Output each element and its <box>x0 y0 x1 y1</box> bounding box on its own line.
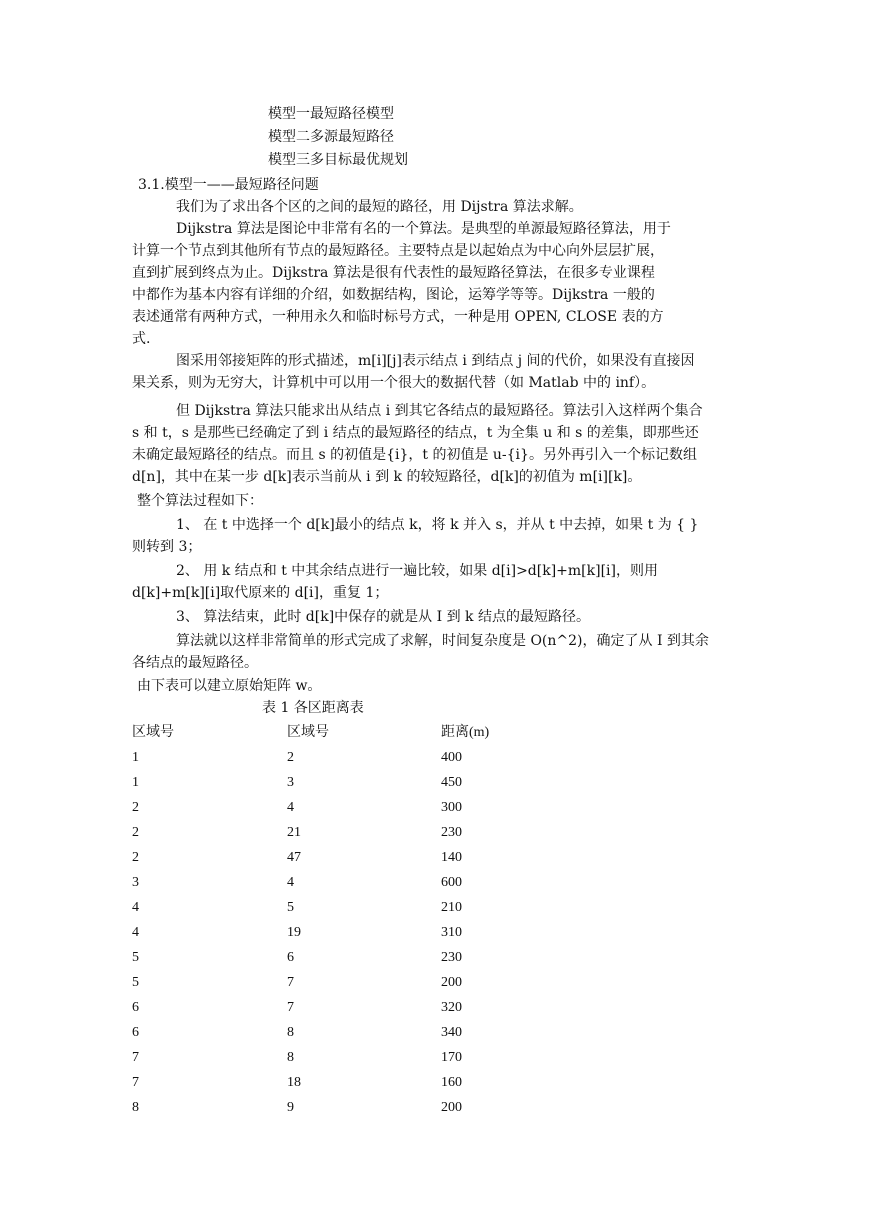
table-row <box>132 770 532 795</box>
table-cell: 5 <box>132 975 139 990</box>
paragraph-line: d[k]+m[k][i]取代原来的 d[i]，重复 1； <box>132 585 389 601</box>
table-cell: 4 <box>287 800 294 815</box>
table-cell: 3 <box>287 775 294 790</box>
paragraph-line: 3、 算法结束，此时 d[k]中保存的就是从 I 到 k 结点的最短路径。 <box>176 609 590 625</box>
paragraph <box>132 490 742 512</box>
paragraph-line: 算法就以这样非常简单的形式完成了求解，时间复杂度是 O(n^2)，确定了从 I 到其余 <box>176 633 709 649</box>
table-cell: 600 <box>441 875 462 890</box>
table-row <box>132 995 532 1020</box>
table-row <box>132 970 532 995</box>
paragraph-line: 1、 在 t 中选择一个 d[k]最小的结点 k，将 k 并入 s，并从 t 中去掉，如果 t 为 { } <box>176 517 699 533</box>
table-cell: 6 <box>132 1025 139 1040</box>
table-cell: 5 <box>132 950 139 965</box>
table-cell: 8 <box>287 1025 294 1040</box>
table-row <box>132 1020 532 1045</box>
paragraph <box>132 675 742 697</box>
step-item <box>132 560 742 604</box>
table-cell: 7 <box>287 975 294 990</box>
table-row <box>132 920 532 945</box>
table-cell: 21 <box>287 825 301 840</box>
step-item <box>132 514 742 558</box>
paragraph-line: s 和 t，s 是那些已经确定了到 i 结点的最短路径的结点，t 为全集 u 和 s 的差集，即那些还 <box>132 425 699 441</box>
paragraph <box>132 400 742 488</box>
table-cell: 1 <box>132 775 139 790</box>
paragraph-line: 中都作为基本内容有详细的介绍，如数据结构，图论，运筹学等等。Dijkstra 一般的 <box>132 287 655 303</box>
paragraph <box>132 630 742 674</box>
table-cell: 230 <box>441 950 462 965</box>
distance-table <box>132 720 532 1120</box>
paragraph-line: 表述通常有两种方式，一种用永久和临时标号方式，一种是用 OPEN, CLOSE 表的方 <box>132 309 664 325</box>
step-item <box>132 606 742 628</box>
table-cell: 160 <box>441 1075 462 1090</box>
table-cell: 7 <box>132 1050 139 1065</box>
table-row <box>132 820 532 845</box>
model-list <box>268 103 408 172</box>
paragraph-line: 我们为了求出各个区的之间的最短的路径，用 Dijstra 算法求解。 <box>176 199 583 215</box>
table-cell: 2 <box>287 750 294 765</box>
paragraph-line: 由下表可以建立原始矩阵 w。 <box>137 678 322 694</box>
table-cell: 230 <box>441 825 462 840</box>
table-row <box>132 795 532 820</box>
paragraph-line: d[n]，其中在某一步 d[k]表示当前从 i 到 k 的较短路径，d[k]的初值为 m[i][k]。 <box>132 469 642 485</box>
table-cell: 300 <box>441 800 462 815</box>
table-row <box>132 895 532 920</box>
model-item: 模型三多目标最优规划 <box>268 152 408 168</box>
table-cell: 340 <box>441 1025 462 1040</box>
table-cell: 170 <box>441 1050 462 1065</box>
table-header-row <box>132 720 532 745</box>
table-cell: 450 <box>441 775 462 790</box>
paragraph <box>132 350 742 394</box>
table-row <box>132 845 532 870</box>
table-header-cell: 距离(m) <box>441 725 490 740</box>
table-header-cell: 区域号 <box>132 725 174 740</box>
table-cell: 2 <box>132 800 139 815</box>
paragraph-line: 则转到 3； <box>132 539 202 555</box>
table-cell: 2 <box>132 825 139 840</box>
table-cell: 4 <box>132 900 139 915</box>
model-item: 模型二多源最短路径 <box>268 129 394 145</box>
table-cell: 4 <box>287 875 294 890</box>
table-row <box>132 745 532 770</box>
paragraph-line: 2、 用 k 结点和 t 中其余结点进行一遍比较，如果 d[i]>d[k]+m[k][i]，则用 <box>176 563 658 579</box>
paragraph-line: 直到扩展到终点为止。Dijkstra 算法是很有代表性的最短路径算法，在很多专业课程 <box>132 265 655 281</box>
section-title: 3.1.模型一——最短路径问题 <box>138 177 319 193</box>
table-row <box>132 1095 532 1120</box>
table-cell: 7 <box>287 1000 294 1015</box>
table-cell: 320 <box>441 1000 462 1015</box>
table-cell: 6 <box>132 1000 139 1015</box>
paragraph-line: Dijkstra 算法是图论中非常有名的一个算法。是典型的单源最短路径算法，用于 <box>176 221 671 237</box>
paragraph-line: 各结点的最短路径。 <box>132 655 258 671</box>
paragraph <box>132 196 786 218</box>
table-cell: 18 <box>287 1075 301 1090</box>
table-cell: 47 <box>287 850 301 865</box>
paragraph-line: 未确定最短路径的结点。而且 s 的初值是{i}，t 的初值是 u-{i}。另外再引入一个标记数组 <box>132 447 697 463</box>
table-cell: 2 <box>132 850 139 865</box>
table-cell: 7 <box>132 1075 139 1090</box>
table-row <box>132 945 532 970</box>
paragraph-line: 果关系，则为无穷大，计算机中可以用一个很大的数据代替（如 Matlab 中的 inf）。 <box>132 375 656 391</box>
table-cell: 140 <box>441 850 462 865</box>
paragraph <box>132 218 742 350</box>
table-cell: 6 <box>287 950 294 965</box>
table-cell: 9 <box>287 1100 294 1115</box>
table-cell: 19 <box>287 925 301 940</box>
paragraph-line: 计算一个节点到其他所有节点的最短路径。主要特点是以起始点为中心向外层层扩展， <box>132 243 664 259</box>
table-cell: 200 <box>441 1100 462 1115</box>
table-cell: 3 <box>132 875 139 890</box>
table-cell: 310 <box>441 925 462 940</box>
table-row <box>132 1070 532 1095</box>
table-header-cell: 区域号 <box>287 725 329 740</box>
paragraph-line: 整个算法过程如下： <box>137 493 263 509</box>
table-row <box>132 870 532 895</box>
table-cell: 400 <box>441 750 462 765</box>
table-cell: 5 <box>287 900 294 915</box>
table-caption: 表 1 各区距离表 <box>262 700 364 716</box>
table-cell: 210 <box>441 900 462 915</box>
table-cell: 8 <box>287 1050 294 1065</box>
table-cell: 200 <box>441 975 462 990</box>
table-cell: 4 <box>132 925 139 940</box>
table-row <box>132 1045 532 1070</box>
paragraph-line: 图采用邻接矩阵的形式描述，m[i][j]表示结点 i 到结点 j 间的代价，如果没有直接因 <box>176 353 695 369</box>
model-item: 模型一最短路径模型 <box>268 106 394 122</box>
table-cell: 1 <box>132 750 139 765</box>
table-cell: 8 <box>132 1100 139 1115</box>
paragraph-line: 但 Dijkstra 算法只能求出从结点 i 到其它各结点的最短路径。算法引入这样两个集合 <box>176 403 703 419</box>
paragraph-line: 式. <box>132 331 151 347</box>
